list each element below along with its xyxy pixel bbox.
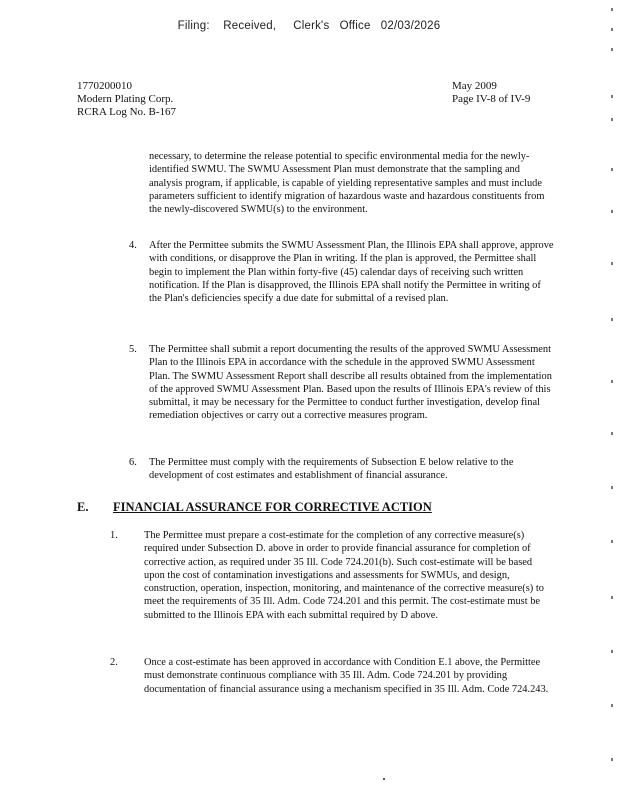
section-e-letter: E.: [77, 500, 89, 514]
log-number: RCRA Log No. B-167: [77, 106, 177, 118]
item-text-e2: Once a cost-estimate has been approved in accordance with Condition E.1 above, the Permittee must demonstrate continuous compliance with 35 Ill. Adm. Code 724.201 by providing documentation of financial assurance using a mechanism specified in 35 Ill. Adm. Code 724.243.: [144, 657, 549, 695]
scan-mark: [611, 262, 613, 265]
scan-mark: [611, 168, 613, 171]
scan-mark: [611, 380, 613, 383]
item-number-d5: 5.: [129, 344, 137, 355]
section-e-title: FINANCIAL ASSURANCE FOR CORRECTIVE ACTION: [113, 500, 432, 514]
scan-mark: [611, 118, 613, 121]
permit-number: 1770200010: [77, 80, 132, 92]
scan-mark: [611, 540, 613, 543]
document-date: May 2009: [452, 80, 497, 92]
scan-mark: [611, 318, 613, 321]
page-number: Page IV-8 of IV-9: [452, 93, 531, 105]
item-number-d6: 6.: [129, 457, 137, 468]
scan-mark: [611, 596, 613, 599]
scan-mark: [611, 8, 613, 11]
scan-mark: [611, 704, 613, 707]
facility-name: Modern Plating Corp.: [77, 93, 174, 105]
scan-mark: [611, 210, 613, 213]
header-right: [452, 80, 530, 106]
item-text-d6: The Permittee must comply with the requirements of Subsection E below relative to the development of cost estimates and establishment of financial assurance.: [149, 457, 514, 482]
scan-mark: [611, 48, 613, 51]
filing-stamp: Filing: Received, Clerk's Office 02/03/2026: [177, 20, 441, 32]
scan-mark: [611, 95, 613, 98]
scan-mark: [611, 432, 613, 435]
scan-speck: [383, 778, 385, 780]
item-number-e2: 2.: [110, 657, 118, 668]
item-text-d5: The Permittee shall submit a report documenting the results of the approved SWMU Assessment Plan to the Illinois EPA in accordance with the schedule in the approved SWMU Assessment Plan. The SWMU Assessment Report shall describe all results obtained from the implementation of the approved SWMU Assessment Plan. Based upon the results of Illinois EPA's review of this submittal, it may be necessary for the Permittee to conduct further investigation, develop final remediation objectives or carry out a corrective measures program.: [149, 344, 552, 422]
scan-mark: [611, 650, 613, 653]
continuation-paragraph: necessary, to determine the release potential to specific environmental media for the newly-identified SWMU. The SWMU Assessment Plan must demonstrate that the sampling and analysis program, if applicable, is capable of yielding representative samples and must include parameters sufficient to identify migration of hazardous waste and hazardous constituents from the newly-discovered SWMU(s) to the environment.: [149, 151, 545, 216]
scan-mark: [611, 758, 613, 761]
item-number-e1: 1.: [110, 530, 118, 541]
scan-mark: [611, 486, 613, 489]
item-number-d4: 4.: [129, 240, 137, 251]
item-text-d4: After the Permittee submits the SWMU Assessment Plan, the Illinois EPA shall approve, approve with conditions, or disapprove the Plan in writing. If the plan is approved, the Permittee shall begin to implement the Plan within forty-five (45) calendar days of receiving such written notification. If the Plan is disapproved, the Illinois EPA shall notify the Permittee in writing of the Plan's deficiencies specify a due date for submittal of a revised plan.: [149, 240, 554, 305]
scan-mark: [611, 28, 613, 31]
header-left: [77, 80, 176, 119]
item-text-e1: The Permittee must prepare a cost-estimate for the completion of any corrective measure(s) required under Subsection D. above in order to provide financial assurance for completion of corrective action, as required under 35 Ill. Code 724.201(b). Such cost-estimate will be based upon the cost of contamination investigations and assessments for SWMUs, and design, construction, operation, inspection, monitoring, and maintenance of the corrective measure(s) to meet the requirements of 35 Ill. Adm. Code 724.201 and this permit. The cost-estimate must be submitted to the Illinois EPA with each submittal required by D above.: [144, 530, 544, 621]
